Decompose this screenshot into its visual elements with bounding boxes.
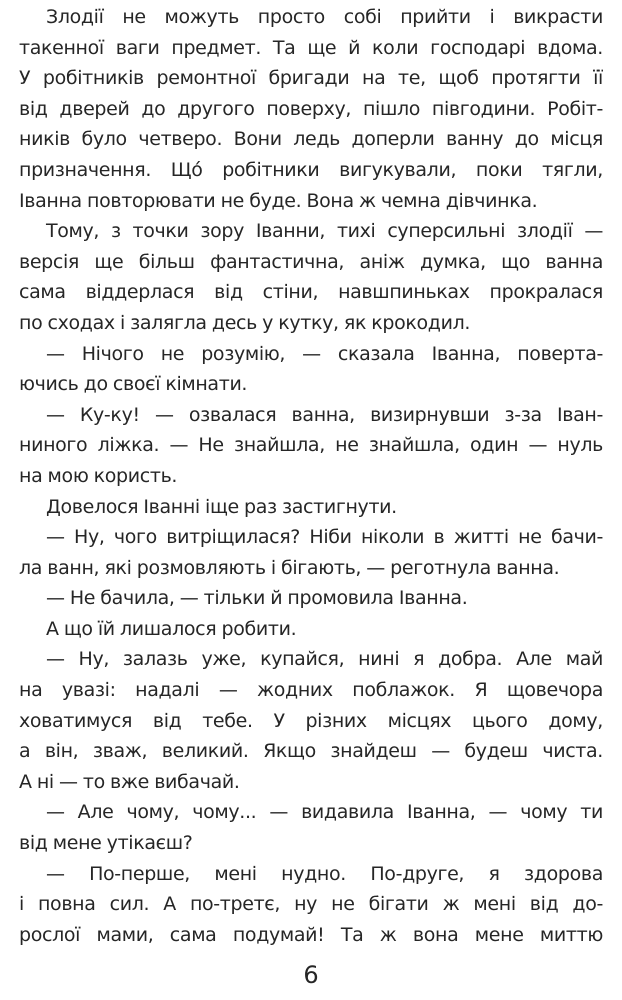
paragraph	[19, 859, 603, 951]
text-line: — Ку-ку! — озвалася ванна, визирнувши з-за Іван-	[46, 403, 603, 426]
text-line: від мене утікаєш?	[19, 832, 193, 855]
paragraph	[19, 797, 603, 858]
paragraph	[19, 492, 603, 523]
page-number: 6	[303, 961, 319, 989]
paragraph	[19, 583, 603, 614]
text-line: версія ще більш фантастична, аніж думка, що ванна	[19, 250, 603, 273]
text-line: ла ванн, які розмовляють і бігають, — реготнула ванна.	[19, 556, 560, 579]
text-line: на мою користь.	[19, 464, 178, 487]
text-line: а він, зваж, великий. Якщо знайдеш — будеш чиста.	[19, 740, 603, 763]
book-page	[19, 2, 603, 1000]
paragraph	[19, 400, 603, 492]
text-line: на увазі: надалі — жодних поблажок. Я щовечора	[19, 679, 603, 702]
text-line: Довелося Іванні іще раз застигнути.	[46, 495, 397, 518]
text-line: ючись до своєї кімнати.	[19, 373, 248, 396]
text-line: по сходах і залягла десь у кутку, як крокодил.	[19, 311, 471, 334]
text-line: ників було четверо. Вони ледь доперли ванну до місця	[19, 128, 603, 151]
text-line: і повна сил. А по-третє, ну не бігати ж мені від до-	[19, 893, 603, 916]
paragraph	[19, 2, 603, 216]
text-line: — Не бачила, — тільки й промовила Іванна.	[46, 587, 468, 610]
text-line: Злодії не можуть просто собі прийти і викрасти	[46, 6, 603, 28]
text-line: сама віддерлася від стіни, навшпиньках прокралася	[19, 281, 603, 304]
text-line: — Нічого не розумію, — сказала Іванна, поверта-	[46, 342, 603, 365]
paragraph	[19, 216, 603, 338]
text-line: А ні — то вже вибачай.	[19, 770, 240, 793]
text-line: У робітників ремонтної бригади на те, щоб протягти її	[19, 67, 603, 90]
text-line: від дверей до другого поверху, пішло півгодини. Робіт-	[19, 97, 603, 120]
text-line: — Але чому, чому... — видавила Іванна, — чому ти	[46, 801, 603, 824]
text-line: — Ну, залазь уже, купайся, нині я добра. Але май	[46, 648, 603, 671]
paragraph	[19, 339, 603, 400]
text-line: Іванна повторювати не буде. Вона ж чемна дівчинка.	[19, 189, 538, 212]
text-line: призначення. Щó робітники вигукували, поки тягли,	[19, 158, 603, 181]
body-text	[19, 2, 603, 950]
text-line: такенної ваги предмет. Та ще й коли господарі вдома.	[19, 36, 603, 59]
text-line: А що їй лишалося робити.	[46, 617, 297, 640]
paragraph	[19, 614, 603, 645]
text-line: рослої мами, сама подумай! Та ж вона мене миттю	[19, 923, 603, 946]
paragraph	[19, 522, 603, 583]
text-line: — Ну, чого витріщилася? Ніби ніколи в житті не бачи-	[46, 526, 603, 549]
paragraph	[19, 644, 603, 797]
text-line: ниного ліжка. — Не знайшла, не знайшла, один — нуль	[19, 434, 603, 457]
text-line: — По-перше, мені нудно. По-друге, я здорова	[46, 862, 603, 885]
text-line: Тому, з точки зору Іванни, тихі суперсильні злодії —	[46, 220, 603, 243]
text-line: ховатимуся від тебе. У різних місцях цього дому,	[19, 709, 603, 732]
